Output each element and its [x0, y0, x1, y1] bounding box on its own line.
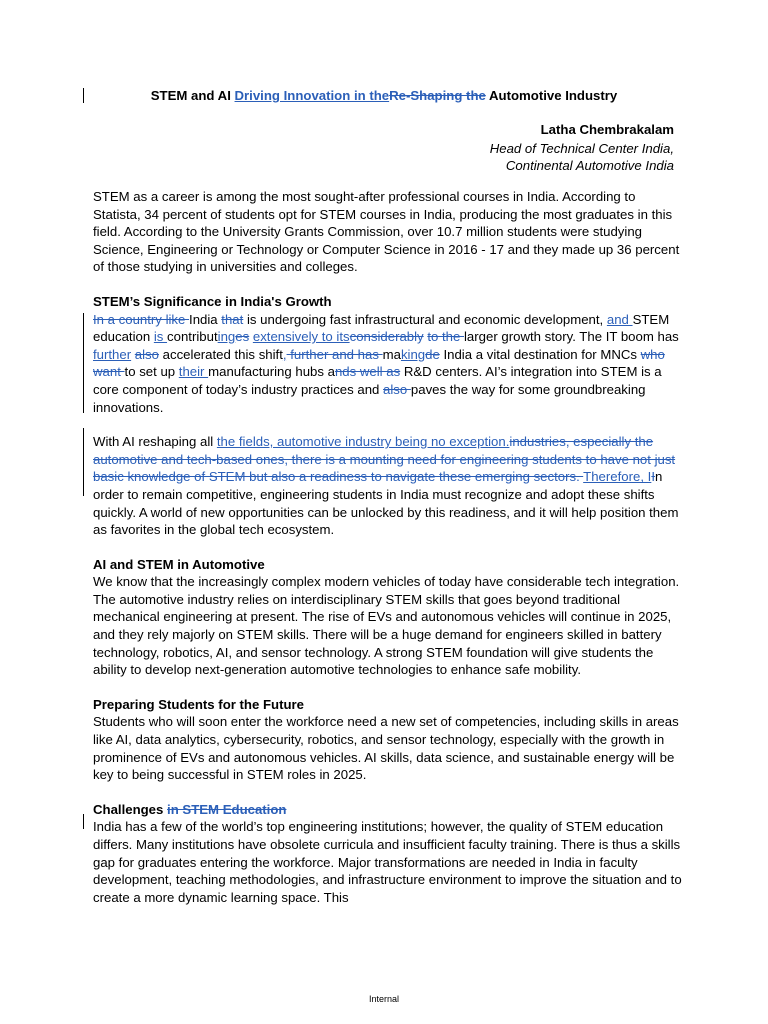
tracked-insertion: the fields, automotive industry being no exception. [216, 434, 510, 450]
tracked-deletion: also [383, 381, 411, 397]
tracked-deletion: In a country like [93, 311, 190, 327]
text-run: to set up [124, 364, 179, 380]
section-heading: Preparing Students for the Future [93, 696, 305, 712]
tracked-insertion: extensively to its [252, 329, 350, 345]
tracked-insertion: , [282, 346, 287, 362]
tracked-deletion: considerably [349, 329, 424, 345]
tracked-insertion: Therefore, I [583, 469, 652, 485]
text-run: India [189, 311, 222, 327]
tracked-deletion: es [235, 329, 250, 345]
text-run: STEM education [93, 311, 670, 345]
document-title [0, 87, 768, 105]
tracked-deletion: also [134, 346, 159, 362]
text-run: accelerated this shift [159, 346, 283, 362]
author-name: Latha Chembrakalam [540, 122, 674, 137]
text-run: Automotive Industry [485, 88, 618, 103]
tracked-deletion: to the [427, 329, 464, 345]
text-run: India a vital destination for MNCs [439, 346, 641, 362]
significance-section [93, 293, 683, 416]
text-run: Challenges [93, 801, 168, 817]
tracked-insertion: king [400, 346, 426, 362]
text-run: larger growth story. The IT boom has [464, 329, 679, 345]
text-run: n order to remain competitive, engineering students in India must recognize and adopt these shifts quickly. A world of new opportunities can be unlocked by this readiness, and it will help position them as favorites in the global tech ecosystem. [93, 469, 679, 538]
text-run: contribut [167, 329, 218, 345]
tracked-deletion: further and has [286, 346, 383, 362]
text-run: We know that the increasingly complex modern vehicles of today have considerable tech integration. The automotive industry relies on interdisciplinary STEM skills that goes beyond traditional mechanical engineering at present. The rise of EVs and autonomous vehicles will continue in 2025, and they rely majorly on STEM skills. There will be a huge demand for engineers skilled in battery technology, robotics, AI, and sensor technology. A strong STEM foundation will give students the ability to develop next-generation automotive technologies to enhance safe mobility. [93, 574, 680, 678]
tracked-deletion: industries, especially the automotive and tech-based ones, there is a mounting need for engineering students to have not just basic knowledge of STEM but also a readiness to navigate these emerging sectors. [93, 434, 676, 485]
text-run: Students who will soon enter the workforce need a new set of competencies, including skills in areas like AI, data analytics, cybersecurity, robotics, and sensor technology, especially with the growth in prominence of EVs and autonomous vehicles. AI skills, data science, and sustainable energy will be key to being successful in STEM roles in 2025. [93, 714, 679, 783]
footer-classification: Internal [368, 994, 400, 1004]
text-run: is undergoing fast infrastructural and economic development, [243, 311, 607, 327]
tracked-deletion: I [651, 469, 656, 485]
text-run: India has a few of the world’s top engineering institutions; however, the quality of STEM education differs. Many institutions have obsolete curricula and insufficient faculty training. There is thus a skills gap for graduates entering the workforce. Major transformations are needed in India in faculty development, teaching methodologies, and infrastructure environment to improve the situation and to create a more dynamic learning space. This [93, 819, 682, 905]
tracked-insertion: their [178, 364, 209, 380]
tracked-insertion: Driving Innovation in the [234, 88, 390, 103]
text-run: paves the way for some groundbreaking innovations. [93, 381, 646, 415]
author-role: Head of Technical Center India, [489, 141, 674, 156]
author-company: Continental Automotive India [505, 158, 674, 173]
section-heading: AI and STEM in Automotive [93, 556, 265, 572]
section-heading [93, 801, 683, 819]
text-run: ma [382, 346, 401, 362]
section-heading: STEM’s Significance in India's Growth [93, 293, 332, 309]
tracked-insertion: ing [217, 329, 236, 345]
text-run: manufacturing hubs a [208, 364, 335, 380]
tracked-deletion: Re-Shaping the [389, 88, 486, 103]
document-body [93, 188, 683, 923]
tracked-deletion: de [425, 346, 440, 362]
ai-reshaping-paragraph [93, 433, 683, 539]
change-bar [83, 814, 84, 829]
tracked-deletion: nds well as [334, 364, 401, 380]
tracked-insertion: and [606, 311, 633, 327]
tracked-insertion: is [153, 329, 168, 345]
challenges-section [93, 801, 683, 907]
automotive-section [93, 556, 683, 679]
change-bar [83, 313, 84, 413]
tracked-deletion: in STEM Education [167, 801, 287, 817]
intro-paragraph: STEM as a career is among the most sought-after professional courses in India. According to Statista, 34 percent of students opt for STEM courses in India, producing the most graduates in this field. According to the University Grants Commission, over 10.7 million students were studying Science, Engineering or Technology or Computer Science in 2016 - 17 and they made up 36 percent of those studying in universities and colleges. [93, 189, 680, 275]
change-bar [83, 428, 84, 496]
text-run: STEM and AI [150, 88, 235, 103]
author-block [490, 121, 674, 174]
future-section [93, 696, 683, 784]
text-run: With AI reshaping all [93, 434, 217, 450]
text-run: R&D centers. AI’s integration into STEM is a core component of today’s industry practices and [93, 364, 662, 397]
tracked-insertion: further [93, 346, 132, 362]
tracked-deletion: that [221, 311, 244, 327]
tracked-deletion: who want [93, 346, 665, 380]
